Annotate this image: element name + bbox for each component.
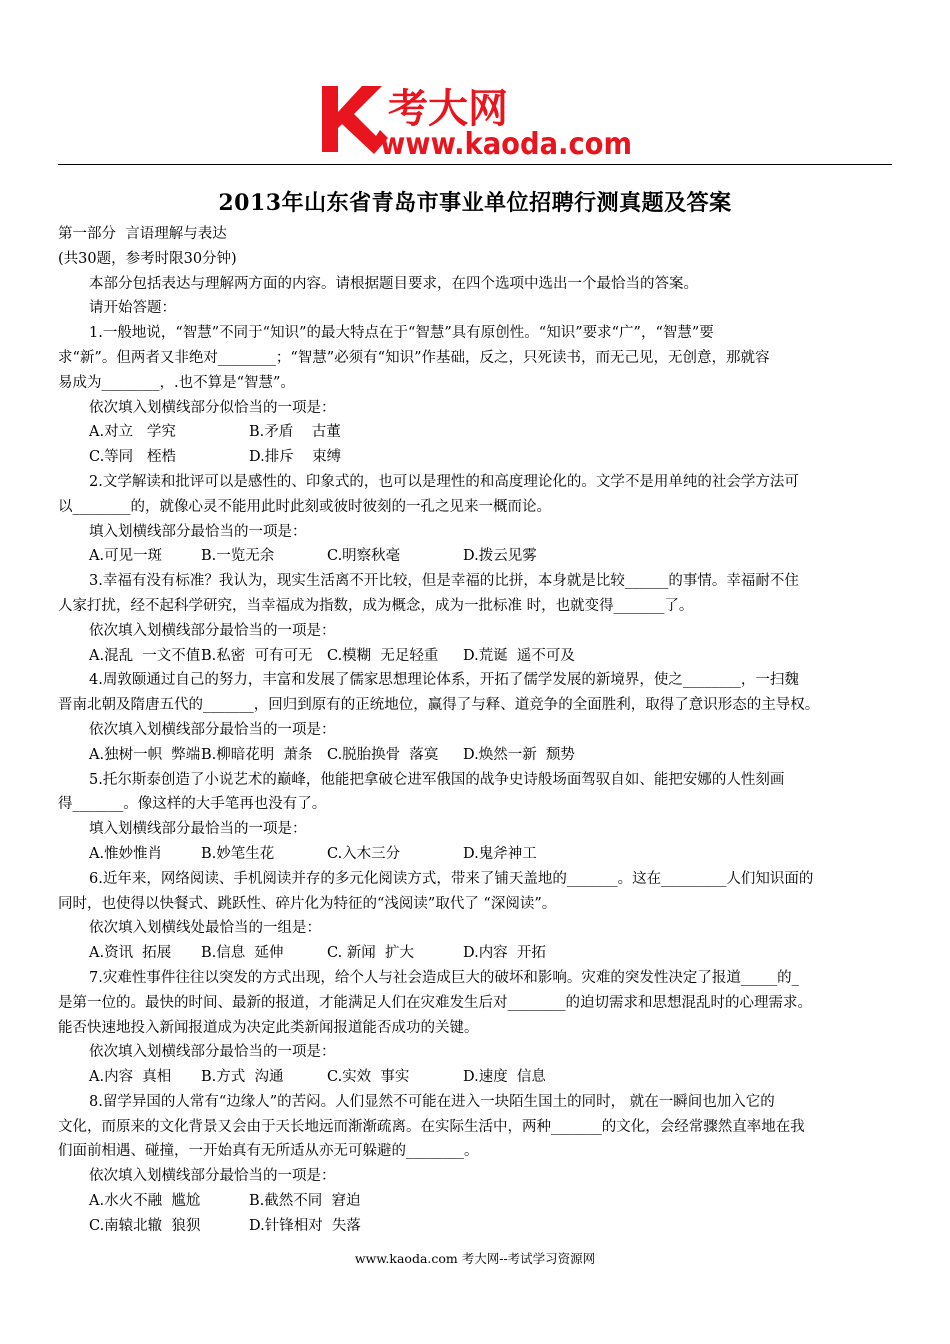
question-stem-line: 7.灾难性事件往往以突发的方式出现，给个人与社会造成巨大的破坏和影响。灾难的突发性决定了报道_____的_	[89, 969, 799, 986]
option-row	[58, 1214, 898, 1239]
option-choice[interactable]: B.柳暗花明 萧条	[201, 746, 313, 763]
question-stem-line: 文化，而原来的文化背景又会由于天长地远而渐渐疏离。在实际生活中，两种_______的文化，会经常骤然直率地在我	[58, 1118, 805, 1135]
header-divider	[58, 164, 892, 165]
option-choice[interactable]: B.私密 可有可无	[201, 647, 313, 664]
option-choice[interactable]: D.鬼斧神工	[463, 845, 537, 862]
question-item	[58, 1090, 898, 1239]
question-item	[58, 966, 898, 1090]
option-choice[interactable]: B.一览无余	[201, 548, 275, 565]
question-item	[58, 470, 898, 569]
question-item	[58, 321, 898, 470]
question-stem-line: 6.近年来，网络阅读、手机阅读并存的多元化阅读方式，带来了铺天盖地的_______。这在_________人们知识面的	[89, 870, 814, 887]
option-row	[58, 544, 898, 569]
option-choice[interactable]: A.混乱 一文不值	[89, 647, 201, 664]
question-prompt: 依次填入划横线部分最恰当的一项是：	[89, 622, 336, 639]
option-choice[interactable]: B.矛盾 古董	[249, 424, 341, 441]
question-stem-line: 以________的，就像心灵不能用此时此刻或彼时彼刻的一孔之见来一概而论。	[58, 498, 551, 515]
kaoda-logo-graphic	[318, 82, 638, 158]
option-choice[interactable]: C.入木三分	[327, 845, 401, 862]
question-prompt: 填入划横线部分最恰当的一项是：	[89, 821, 307, 838]
question-stem-line: 5.托尔斯泰创造了小说艺术的巅峰，他能把拿破仑进军俄国的战争史诗般场面驾驭自如、能把安娜的人性刻画	[89, 771, 785, 788]
page-title: 2013年山东省青岛市事业单位招聘行测真题及答案	[218, 190, 732, 216]
kaoda-logo	[318, 82, 638, 158]
question-stem-line: 3.幸福有没有标准？我认为，现实生活离不开比较，但是幸福的比拼，本身就是比较______的事情。幸福耐不住	[89, 573, 799, 590]
option-choice[interactable]: B.信息 延伸	[201, 945, 284, 962]
part-intro: 本部分包括表达与理解两方面的内容。请根据题目要求，在四个选项中选出一个最恰当的答案。	[89, 275, 698, 292]
question-stem-line: 得_______。像这样的大手笔再也没有了。	[58, 796, 327, 813]
question-prompt: 依次填入划横线部分似恰当的一项是：	[89, 399, 336, 416]
option-choice[interactable]: D.荒诞 遥不可及	[463, 647, 575, 664]
question-prompt: 填入划横线部分最恰当的一项是：	[89, 523, 307, 540]
question-stem-line: 8.留学异国的人常有“边缘人”的苦闷。人们显然不可能在进入一块陌生国土的同时， 就在一瞬间也加入它的	[89, 1093, 775, 1110]
option-choice[interactable]: A.可见一斑	[89, 548, 163, 565]
option-row	[58, 1065, 898, 1090]
question-stem-line: 晋南北朝及隋唐五代的_______，回归到原有的正统地位，赢得了与释、道竞争的全面胜利，取得了意识形态的主导权。	[58, 697, 820, 714]
option-choice[interactable]: C. 新闻 扩大	[327, 945, 415, 962]
document-body	[58, 222, 898, 1239]
question-stem-line: 易成为________，.也不算是“智慧”。	[58, 374, 295, 391]
option-choice[interactable]: C.南辕北辙 狼狈	[89, 1217, 201, 1234]
part-note: (共30题，参考时限30分钟)	[58, 250, 237, 267]
question-item	[58, 768, 898, 867]
option-choice[interactable]: B.截然不同 窘迫	[249, 1193, 361, 1210]
question-stem-line: 人家打扰，经不起科学研究，当幸福成为指数，成为概念，成为一批标准 时，也就变得_______了。	[58, 597, 694, 614]
question-prompt: 依次填入划横线部分最恰当的一项是：	[89, 721, 336, 738]
option-choice[interactable]: A.资讯 拓展	[89, 945, 172, 962]
part-heading: 第一部分 言语理解与表达	[58, 226, 227, 242]
option-choice[interactable]: A.惟妙惟肖	[89, 845, 163, 862]
option-choice[interactable]: D.焕然一新 颓势	[463, 746, 575, 763]
question-stem-line: 1.一般地说，“智慧”不同于“知识”的最大特点在于“智慧”具有原创性。“知识”要求“广”，“智慧”要	[89, 325, 714, 342]
question-stem-line: 4.周敦颐通过自己的努力，丰富和发展了儒家思想理论体系，开拓了儒学发展的新境界，使之________，一扫魏	[89, 672, 799, 689]
option-choice[interactable]: D.速度 信息	[463, 1069, 546, 1086]
question-stem-line: 求“新”。但两者又非绝对________；“智慧”必须有“知识”作基础，反之，只死读书，而无己见，无创意，那就容	[58, 349, 770, 366]
option-choice[interactable]: D.排斥 束缚	[249, 449, 342, 466]
option-row	[58, 644, 898, 669]
question-list	[58, 321, 898, 1238]
option-choice[interactable]: C.等同 桎梏	[89, 449, 177, 466]
option-row	[58, 445, 898, 470]
question-stem-line: 们面前相遇、碰撞，一开始真有无所适从亦无可躲避的________。	[58, 1143, 479, 1160]
option-choice[interactable]: B.妙笔生花	[201, 845, 275, 862]
option-choice[interactable]: C.实效 事实	[327, 1069, 410, 1086]
option-choice[interactable]: C.脱胎换骨 落寞	[327, 746, 439, 763]
question-item	[58, 569, 898, 668]
option-choice[interactable]: D.针锋相对 失落	[249, 1217, 361, 1234]
option-row	[58, 842, 898, 867]
option-choice[interactable]: A.对立 学究	[89, 424, 176, 441]
option-choice[interactable]: D.拨云见雾	[463, 548, 537, 565]
page-footer: www.kaoda.com 考大网--考试学习资源网	[354, 1251, 596, 1266]
question-stem-line: 能否快速地投入新闻报道成为决定此类新闻报道能否成功的关键。	[58, 1019, 479, 1036]
question-stem-line: 2.文学解读和批评可以是感性的、印象式的，也可以是理性的和高度理论化的。文学不是用单纯的社会学方法可	[89, 473, 799, 490]
option-choice[interactable]: A.内容 真相	[89, 1069, 172, 1086]
option-choice[interactable]: B.方式 沟通	[201, 1069, 284, 1086]
option-choice[interactable]: A.独树一帜 弊端	[89, 746, 201, 763]
logo-url-text: www.kaoda.com	[380, 127, 632, 158]
question-item	[58, 668, 898, 767]
option-choice[interactable]: D.内容 开拓	[463, 945, 546, 962]
logo-cn-text: 考大网	[388, 86, 508, 132]
option-choice[interactable]: C.明察秋毫	[327, 548, 401, 565]
option-choice[interactable]: A.水火不融 尴尬	[89, 1193, 201, 1210]
option-row	[58, 420, 898, 445]
question-stem-line: 同时，也使得以快餐式、跳跃性、碎片化为特征的“浅阅读”取代了 “深阅读”。	[58, 895, 557, 912]
question-stem-line: 是第一位的。最快的时间、最新的报道，才能满足人们在灾难发生后对________的迫切需求和思想混乱时的心理需求。	[58, 994, 812, 1011]
question-item	[58, 867, 898, 966]
option-choice[interactable]: C.模糊 无足轻重	[327, 647, 439, 664]
option-row	[58, 743, 898, 768]
question-prompt: 依次填入划横线部分最恰当的一项是：	[89, 1168, 336, 1185]
question-prompt: 依次填入划横线部分最恰当的一项是：	[89, 1044, 336, 1061]
question-prompt: 依次填入划横线处最恰当的一组是：	[89, 920, 321, 937]
start-prompt: 请开始答题：	[89, 300, 176, 317]
option-row	[58, 1189, 898, 1214]
option-row	[58, 941, 898, 966]
